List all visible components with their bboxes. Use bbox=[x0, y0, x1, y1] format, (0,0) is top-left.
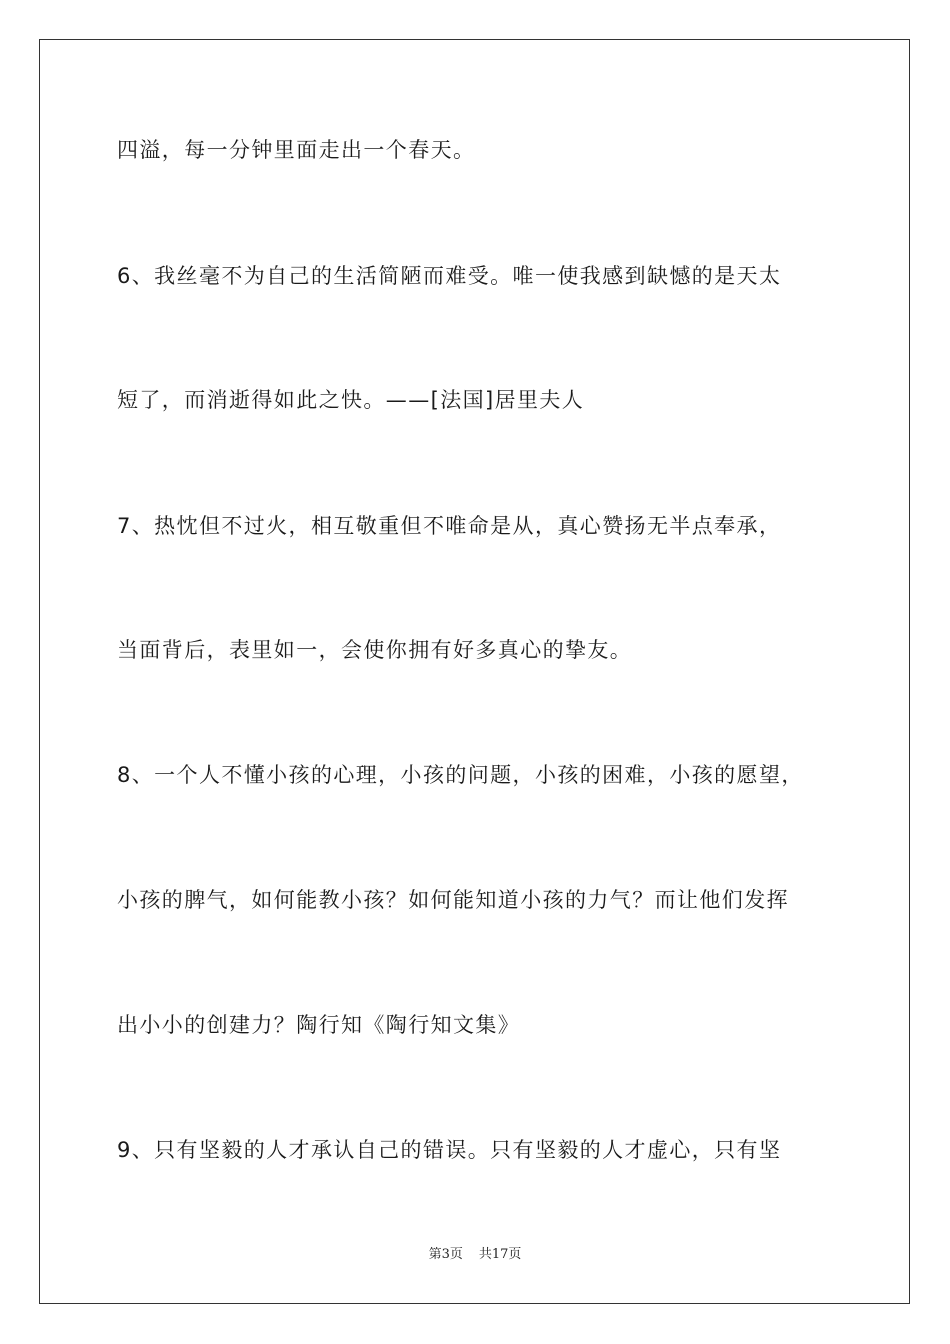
text-line-7: 小孩的脾气，如何能教小孩？如何能知道小孩的力气？而让他们发挥 bbox=[117, 888, 789, 912]
text-line-2: 6、我丝毫不为自己的生活简陋而难受。唯一使我感到缺憾的是天太 bbox=[117, 264, 782, 288]
page-number: 第3页 bbox=[428, 1247, 463, 1262]
text-line-1: 四溢，每一分钟里面走出一个春天。 bbox=[117, 138, 476, 162]
text-line-9: 9、只有坚毅的人才承认自己的错误。只有坚毅的人才虚心，只有坚 bbox=[117, 1138, 782, 1162]
page-total: 共17页 bbox=[478, 1247, 522, 1262]
page-border bbox=[39, 39, 910, 1304]
text-line-8: 出小小的创建力？陶行知《陶行知文集》 bbox=[117, 1013, 521, 1037]
text-line-6: 8、一个人不懂小孩的心理，小孩的问题，小孩的困难，小孩的愿望， bbox=[117, 763, 804, 787]
text-line-4: 7、热忱但不过火，相互敬重但不唯命是从，真心赞扬无半点奉承， bbox=[117, 514, 782, 538]
text-line-5: 当面背后，表里如一，会使你拥有好多真心的挚友。 bbox=[117, 638, 633, 662]
page-footer bbox=[0, 1246, 950, 1264]
text-line-3: 短了，而消逝得如此之快。——[法国]居里夫人 bbox=[117, 388, 585, 412]
